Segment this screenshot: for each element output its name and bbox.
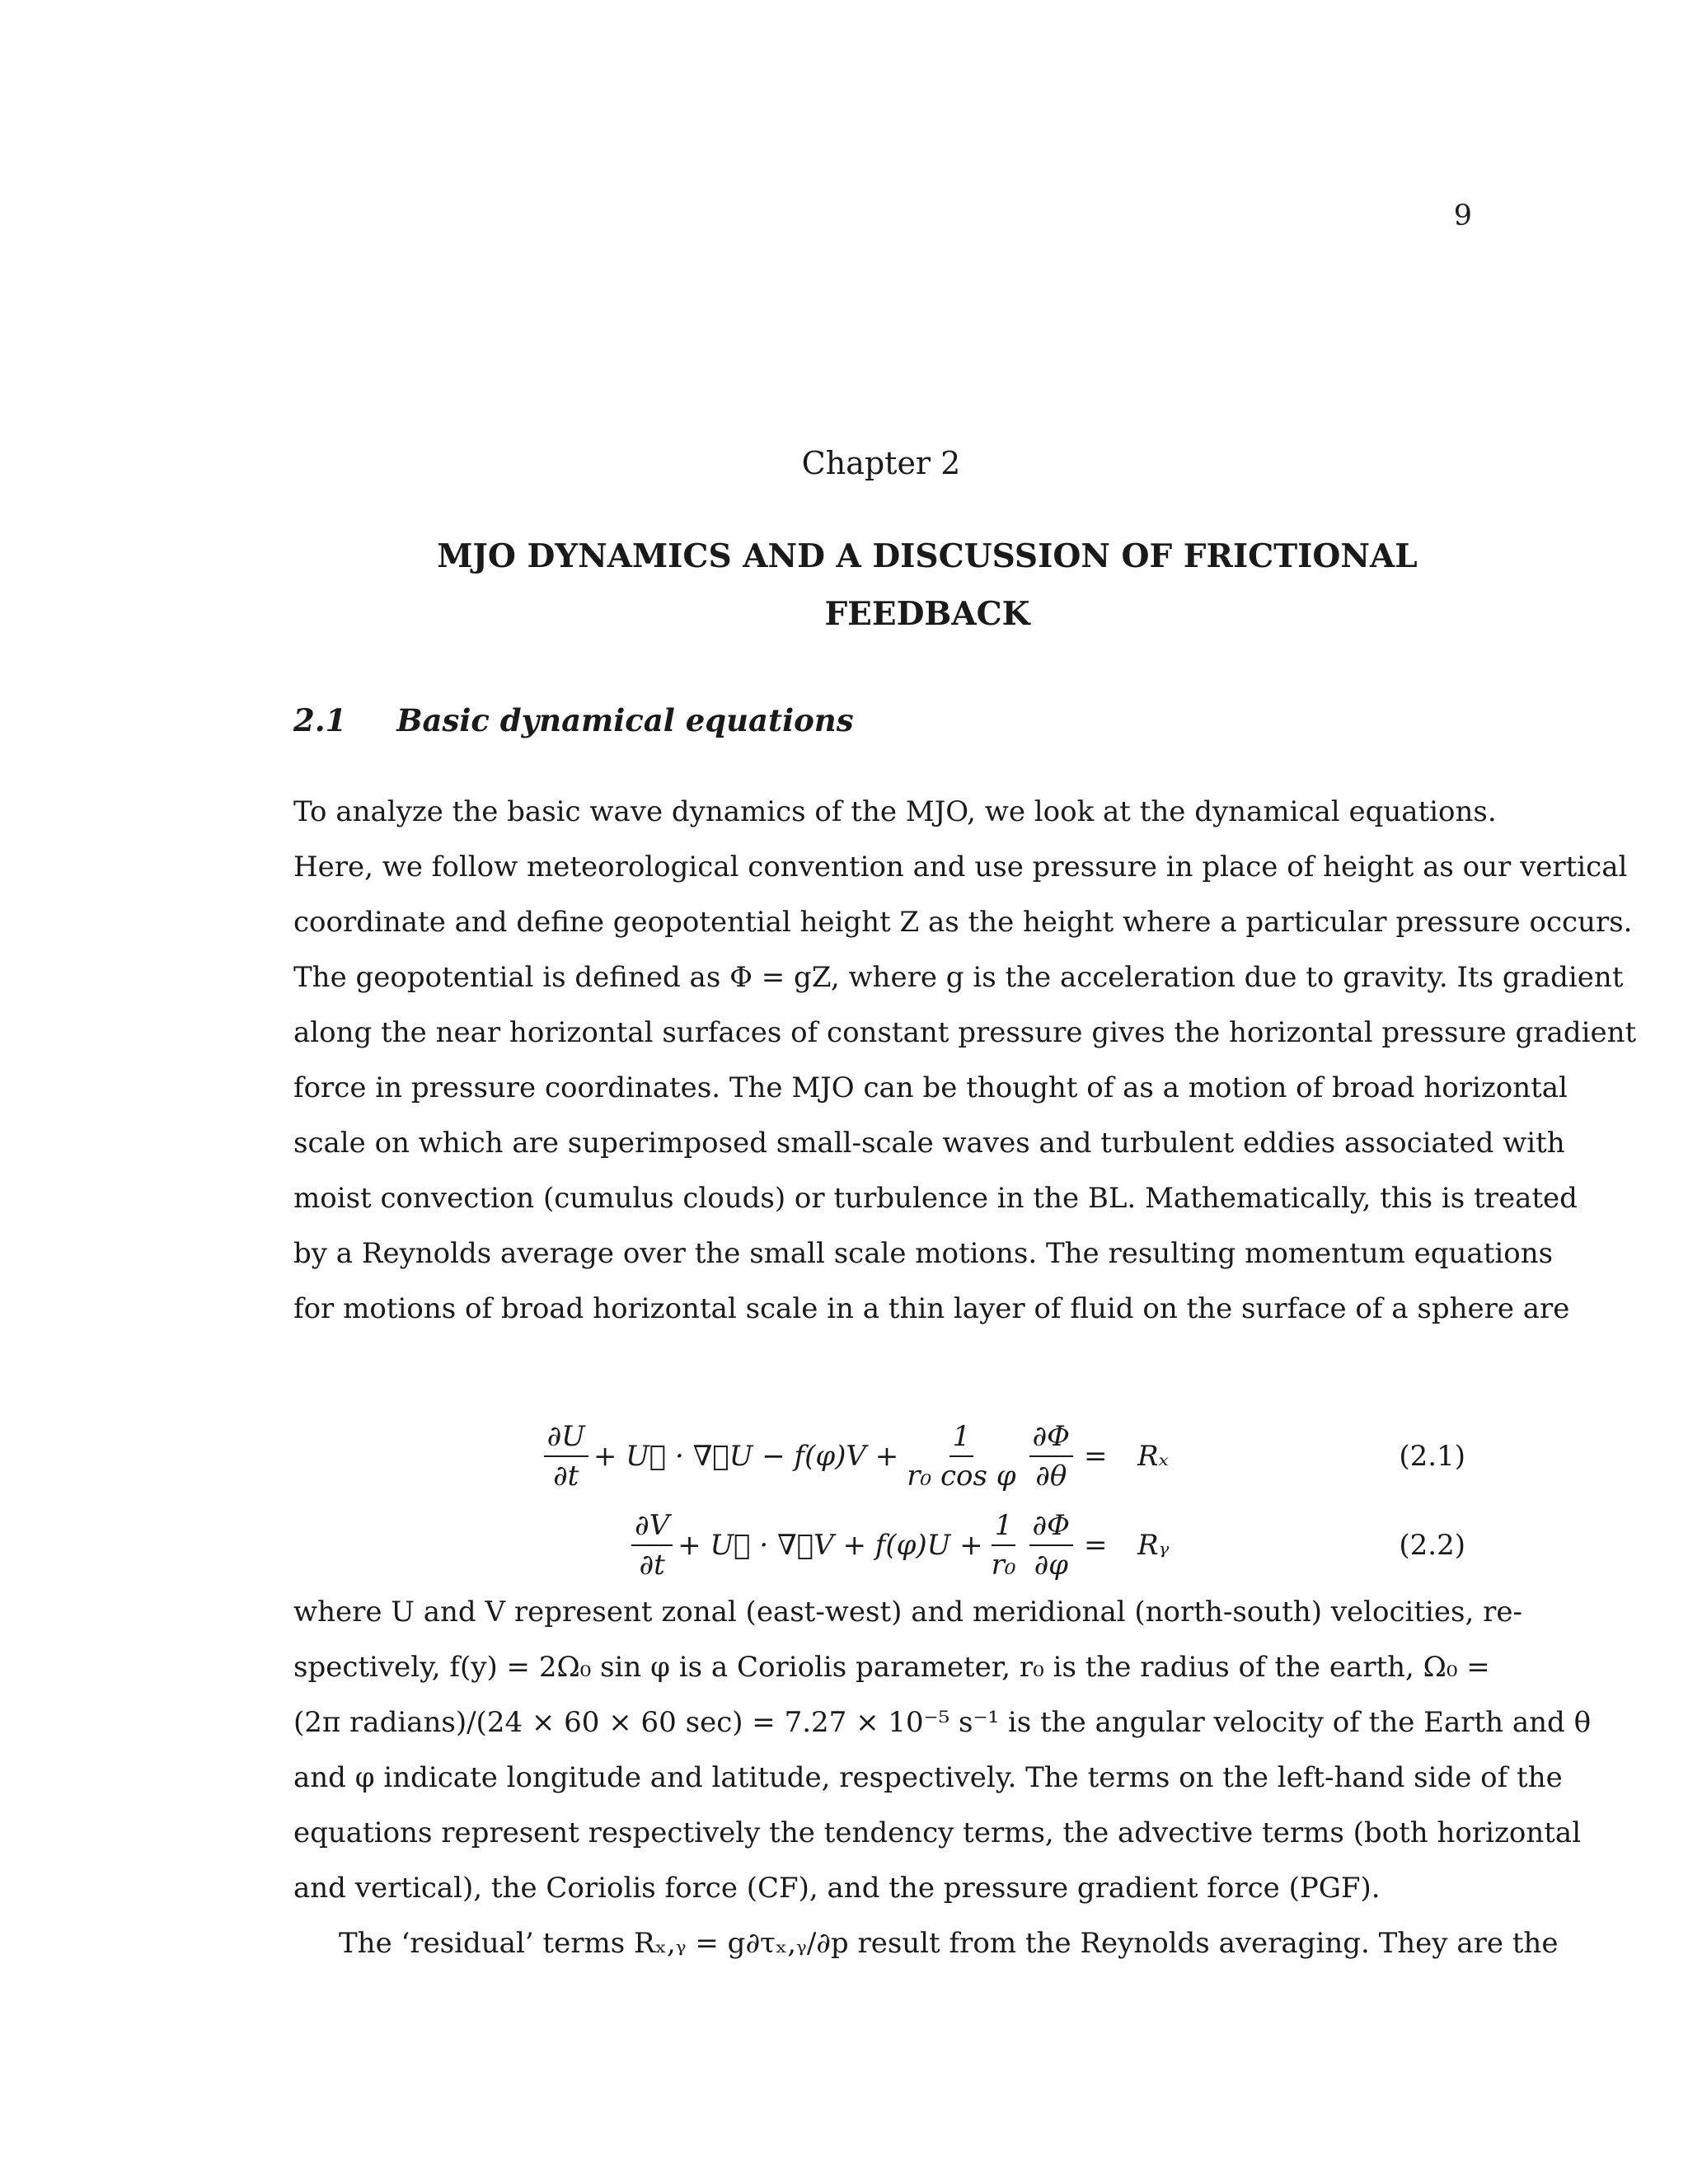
text-line: spectively, f(y) = 2Ω₀ sin φ is a Coriolis parameter, r₀ is the radius of the earth, Ω₀ = — [293, 1651, 1490, 1684]
text-line: where U and V represent zonal (east-west) and meridional (north-south) velocities, re- — [293, 1596, 1522, 1629]
text-line: by a Reynolds average over the small scale motions. The resulting momentum equations — [293, 1237, 1554, 1270]
text-line: Here, we follow meteorological convention and use pressure in place of height as our vertical — [293, 851, 1628, 883]
equation-lhs — [626, 1500, 1078, 1591]
text-line: The geopotential is defined as Φ = gZ, where g is the acceleration due to gravity. Its gradient — [293, 961, 1624, 994]
text-line: The ‘residual’ terms Rₓ,ᵧ = g∂τₓ,ᵧ/∂p result from the Reynolds averaging. They are the — [339, 1927, 1559, 1960]
text-line: and vertical), the Coriolis force (CF), and the pressure gradient force (PGF). — [293, 1872, 1381, 1905]
text-line: coordinate and define geopotential height Z as the height where a particular pressure occurs. — [293, 906, 1633, 939]
chapter-heading: Chapter 2 — [801, 445, 961, 481]
text-line: force in pressure coordinates. The MJO can be thought of as a motion of broad horizontal — [293, 1071, 1568, 1104]
equation-number: (2.1) — [1399, 1440, 1465, 1473]
text-line: (2π radians)/(24 × 60 × 60 sec) = 7.27 × 10⁻⁵ s⁻¹ is the angular velocity of the Earth and θ — [293, 1706, 1592, 1739]
chapter-title-line-1: MJO DYNAMICS AND A DISCUSSION OF FRICTIONAL — [437, 537, 1418, 575]
text-line: along the near horizontal surfaces of constant pressure gives the horizontal pressure gradient — [293, 1016, 1637, 1049]
page-number: 9 — [1453, 199, 1472, 232]
fraction: $\frac{\partial V}{\partial t}$ — [631, 1507, 673, 1584]
section-title: Basic dynamical equations — [396, 702, 854, 738]
equation-2-1 — [0, 1411, 1688, 1502]
equation-number: (2.2) — [1399, 1529, 1465, 1562]
section-heading — [293, 702, 854, 738]
equation-terms: + U⃗ · ∇⃗V + f(φ)U + — [678, 1529, 983, 1562]
fraction: $\frac{1}{\text{r₀}}$ — [988, 1507, 1020, 1584]
equation-rhs: Rᵧ — [1137, 1529, 1170, 1562]
chapter-title-line-2: FEEDBACK — [824, 595, 1030, 633]
chapter-title — [330, 527, 1525, 643]
paragraph-1 — [293, 785, 1637, 1337]
equation-lhs — [539, 1411, 1078, 1502]
equation-2-2 — [0, 1500, 1688, 1591]
text-line: and φ indicate longitude and latitude, respectively. The terms on the left-hand side of the — [293, 1761, 1563, 1794]
text-line: scale on which are superimposed small-scale waves and turbulent eddies associated with — [293, 1127, 1565, 1160]
text-line: equations represent respectively the tendency terms, the advective terms (both horizontal — [293, 1816, 1582, 1849]
section-number: 2.1 — [293, 702, 347, 738]
text-line: To analyze the basic wave dynamics of the MJO, we look at the dynamical equations. — [293, 795, 1497, 828]
equals-sign: = — [1084, 1440, 1108, 1473]
fraction: $\frac{1}{\text{r₀ cos φ}}$ — [903, 1418, 1019, 1495]
paragraph-3 — [293, 1916, 1559, 1971]
equals-sign: = — [1084, 1529, 1108, 1562]
text-line: moist convection (cumulus clouds) or turbulence in the BL. Mathematically, this is treated — [293, 1182, 1578, 1215]
equation-terms: + U⃗ · ∇⃗U − f(φ)V + — [593, 1440, 899, 1473]
fraction: $\frac{\partial\Phi}{\partial\varphi}$ — [1029, 1507, 1073, 1584]
paragraph-2 — [293, 1585, 1592, 1916]
text-line: for motions of broad horizontal scale in a thin layer of fluid on the surface of a sphere are — [293, 1292, 1570, 1325]
fraction: $\frac{\partial U}{\partial t}$ — [544, 1418, 588, 1495]
equation-rhs: Rₓ — [1137, 1440, 1169, 1473]
fraction: $\frac{\partial\Phi}{\partial\theta}$ — [1029, 1418, 1073, 1495]
